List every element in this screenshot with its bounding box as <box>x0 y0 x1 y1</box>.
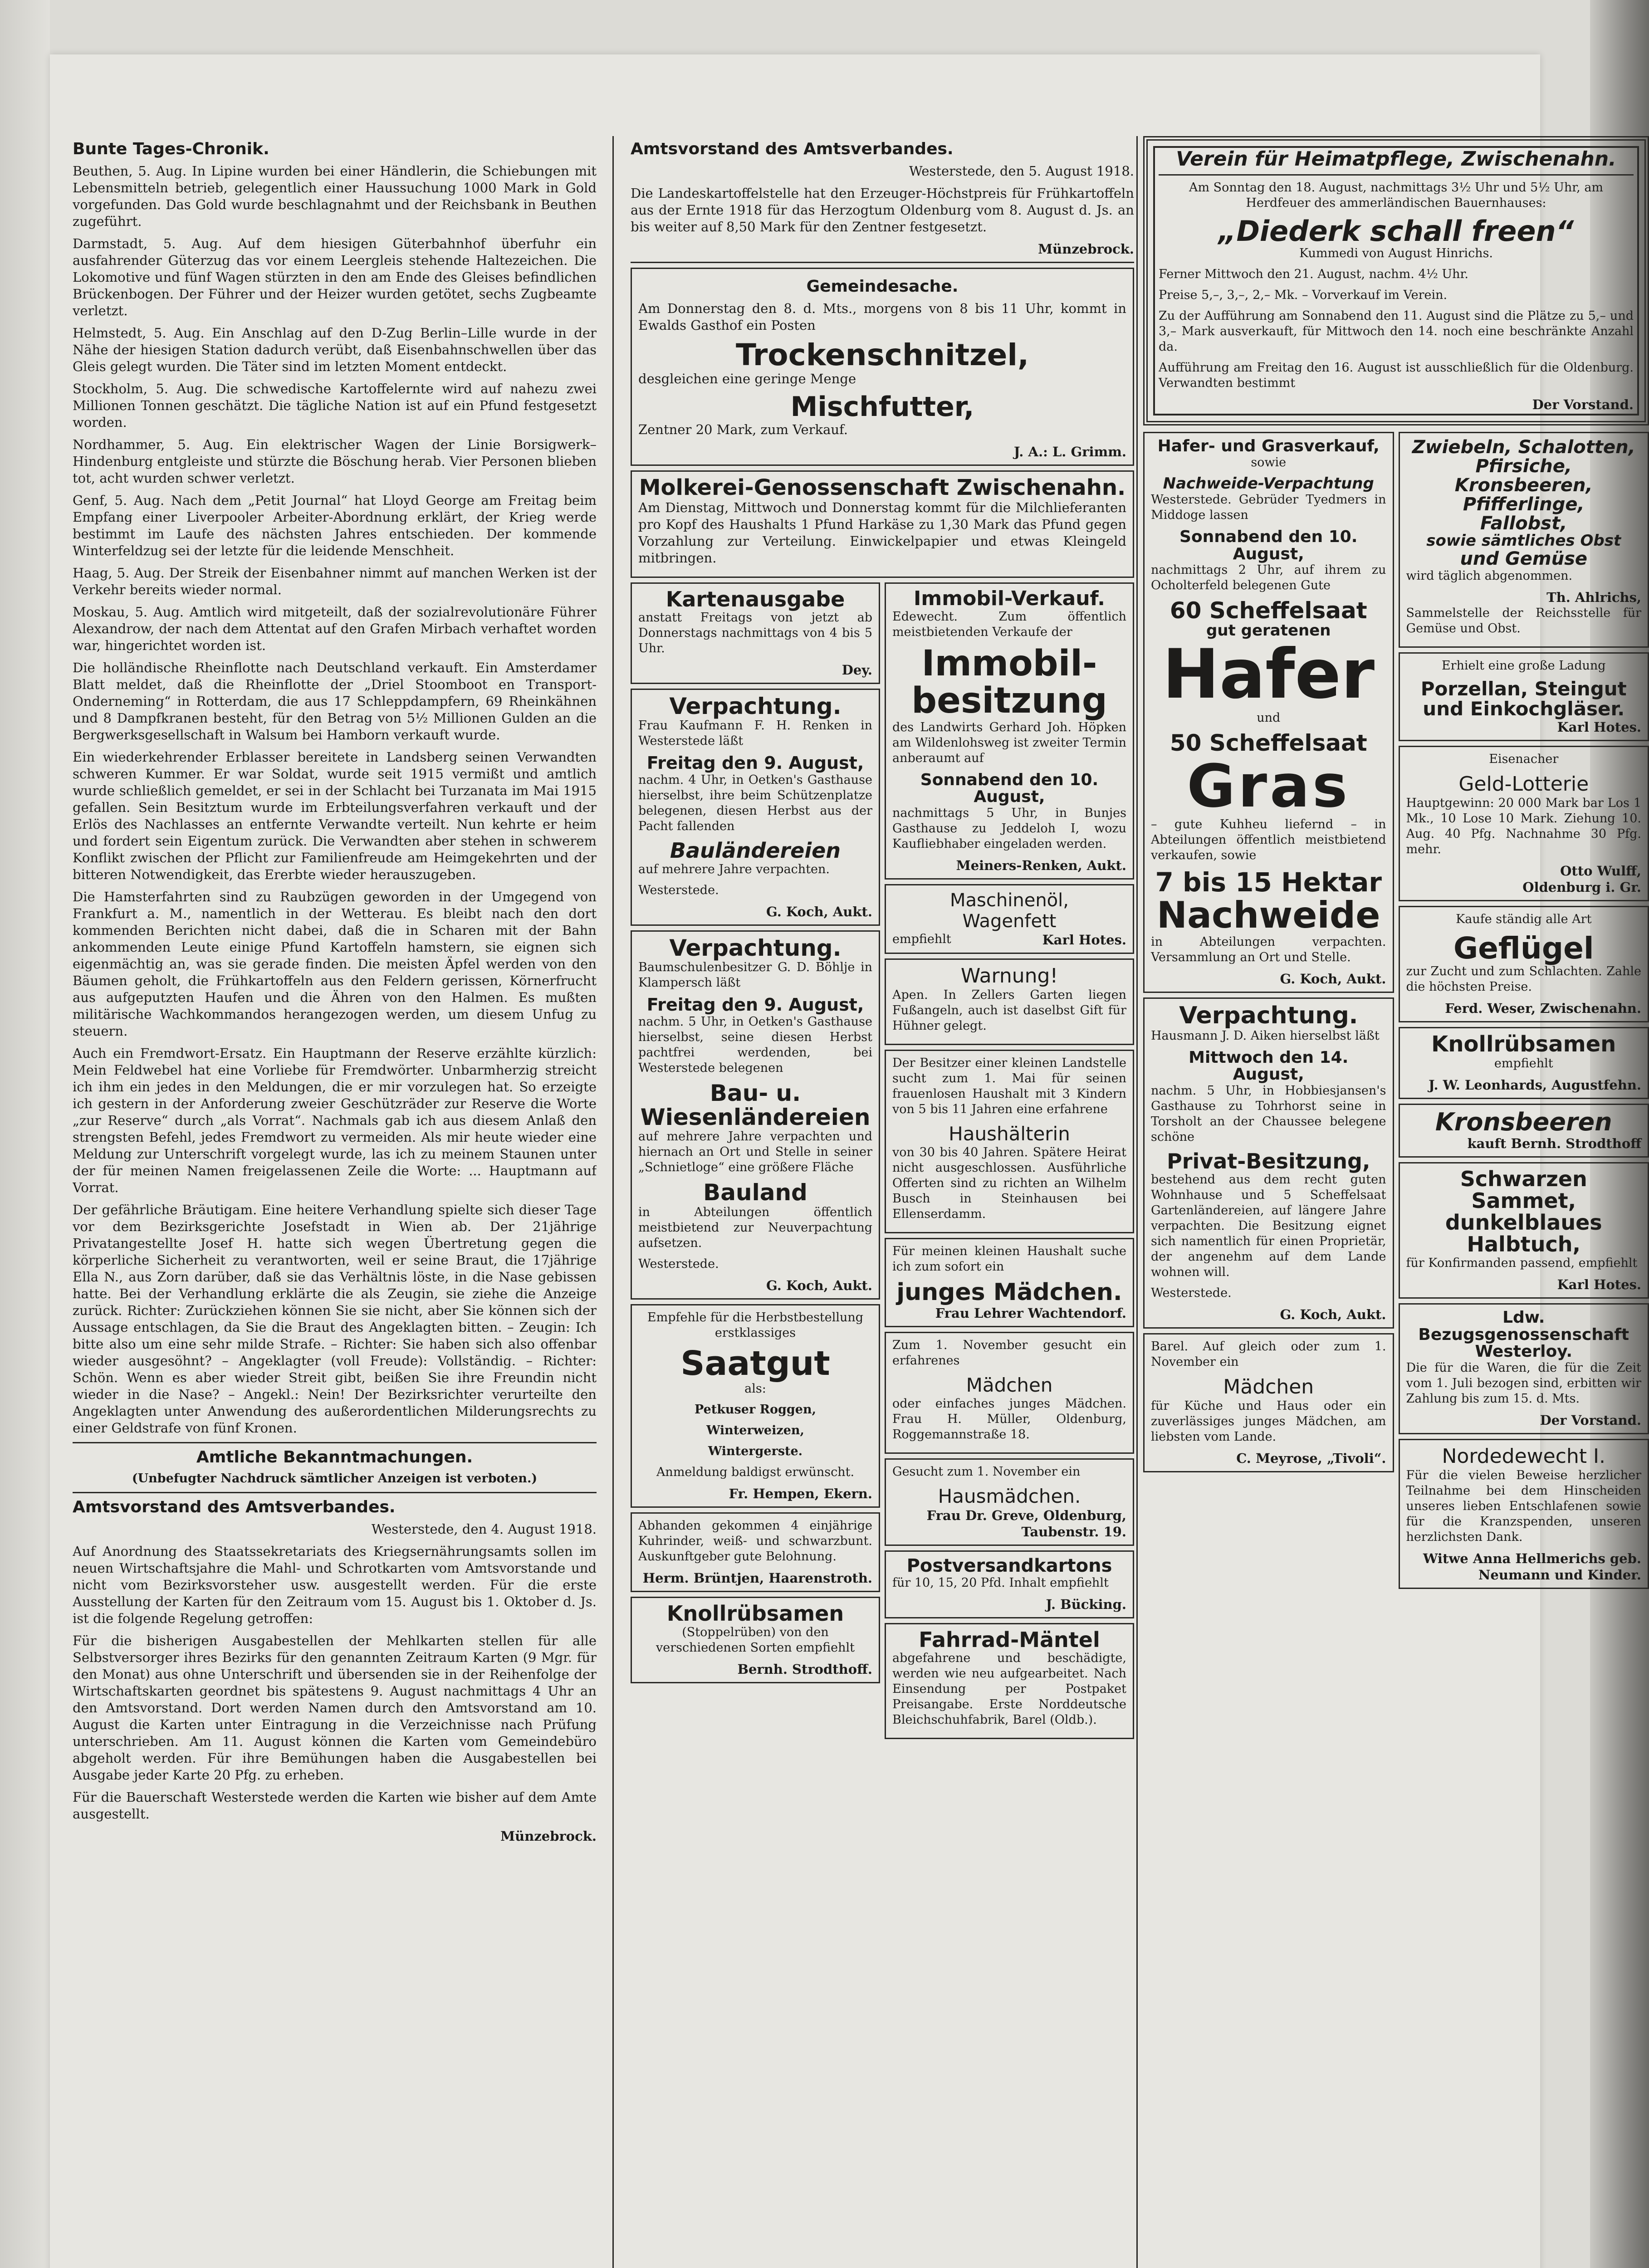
ad-molkerei <box>631 470 1134 577</box>
notice-body: Auf Anordnung des Staatssekretariats des Kriegsernährungsamts sollen im neuen Wirtschaftsjahre die Mahl- und Schrotkarten vom Amtsvorstande und nicht vom Bezirksvorsteher usw. ausgestellt werden. Für die erste Ausstellung der Karten für den Zeitraum vom 15. August bis 1. Oktober d. Js. ist die folgende Regelung getroffen: <box>73 1544 597 1626</box>
ad-body: Zentner 20 Mark, zum Verkauf. <box>638 422 848 438</box>
news-item: Auch ein Fremdwort-Ersatz. Ein Hauptmann der Reserve erzählte kürzlich: Mein Feldwebel hat eine Vorliebe für Fremdwörter. Unbarmherzig streicht ich ihm ein jedes in den Meldungen, die er mir vorzulegen hat. So erzeigte ich gestern in der Anforderung zweier Geschützräder zur Reserve die Worte „zur Reserve“ durch „als Vorrat“. Nachmals gab ich aus diesem Anlaß den strengsten Befehl, jedes Fremdwort zu vermeiden. Als mir heute wieder eine Meldung zur Unterschrift vorgelegt wurde, las ich zu meinem Staunen unter der für meinen Namen freigelassenen Zeile die Worte: ... Hauptmann auf Vorrat. <box>73 1046 597 1195</box>
news-item: Beuthen, 5. Aug. In Lipine wurden bei einer Händlerin, die Schiebungen mit Lebensmitteln betrieb, gelegentlich einer Haussuchung 1000 Mark in Gold vorgefunden. Das Gold wurde beschlagnahmt und der Reichsbank in Beuthen zugeführt. <box>73 163 597 229</box>
ad-body: für Küche und Haus oder ein zuverlässiges junges Mädchen, am liebsten vom Lande. <box>1151 1399 1386 1444</box>
ad-body: nachmittags 2 Uhr, auf ihrem zu Ocholterfeld belegenen Gute <box>1151 563 1386 593</box>
ad-signature: Frau Lehrer Wachtendorf. <box>935 1305 1126 1321</box>
ad-body: für 10, 15, 20 Pfd. Inhalt empfiehlt <box>892 1575 1109 1590</box>
ad-title: Schwarzen Sammet, dunkelblaues Halbtuch, <box>1445 1166 1602 1257</box>
ad-gefluegel <box>1399 906 1649 1022</box>
ad-knollruebsamen-leonhards <box>1399 1027 1649 1099</box>
ad-verein-heimatpflege <box>1143 136 1649 425</box>
ad-line: Kronsbeeren, <box>1454 475 1593 496</box>
ad-signature: Dey. <box>842 662 872 678</box>
ad-signature: kauft Bernh. Strodthoff <box>1467 1135 1641 1151</box>
ad-signature: Karl Hotes. <box>1557 719 1641 735</box>
ad-date: Freitag den 9. August, <box>646 753 864 773</box>
notice-date: Westerstede, den 4. August 1918. <box>371 1521 597 1537</box>
ad-signature: Ferd. Weser, Zwischenahn. <box>1445 1001 1641 1017</box>
ad-body: Hauptgewinn: 20 000 Mark bar Los 1 Mk., 10 Lose 10 Mark. Ziehung 10. Aug. 40 Pfg. Nachnahme 30 Pfg. mehr. <box>1406 796 1641 857</box>
divider <box>1159 174 1634 176</box>
ad-title: Kartenausgabe <box>665 587 845 611</box>
ad-geld-lotterie <box>1399 746 1649 901</box>
ad-title: Verpachtung. <box>669 934 842 961</box>
ad-column-right <box>885 582 1134 1744</box>
ad-body: empfiehlt <box>892 932 951 947</box>
ad-body: Aufführung am Freitag den 16. August ist ausschließlich für die Oldenburg. Verwandten bestimmt <box>1159 361 1634 391</box>
divider <box>631 262 1134 263</box>
official-notices-title: Amtliche Bekanntmachungen. <box>196 1448 473 1466</box>
ad-signature: J. Bücking. <box>1046 1596 1126 1612</box>
ad-list-item: Winterweizen, <box>706 1423 804 1438</box>
ad-body: des Landwirts Gerhard Joh. Höpken am Wildenlohsweg ist zweiter Termin anberaumt auf <box>892 720 1126 765</box>
ad-bezugsgenossenschaft <box>1399 1303 1649 1434</box>
ad-headline: Bau- u. Wiesenländereien <box>640 1080 871 1130</box>
ad-hafer-grasverkauf <box>1143 432 1394 993</box>
ad-headline: Nachweide <box>1157 894 1380 936</box>
ad-body: Eisenacher <box>1489 752 1559 767</box>
ad-title: Immobil-Verkauf. <box>914 587 1105 610</box>
ad-title: Molkerei-Genossenschaft Zwischenahn. <box>639 475 1126 501</box>
ad-body: Kummedi von August Hinrichs. <box>1299 246 1493 261</box>
notice-signature: Münzebrock. <box>1038 241 1134 257</box>
ad-body: Die für die Waren, die für die Zeit vom 1. Juli bezogen sind, erbitten wir Zahlung bis zum 15. d. Mts. <box>1406 1361 1641 1406</box>
ad-headline: Hausmädchen. <box>938 1485 1081 1507</box>
ad-saatgut <box>631 1304 880 1508</box>
ad-body: nachm. 5 Uhr, in Oetken's Gasthause hierselbst, seine diesen Herbst pachtfrei werdenden, bei Westerstede belegenen <box>638 1015 872 1075</box>
ad-headline: Mädchen <box>966 1374 1053 1396</box>
section-title: Bunte Tages-Chronik. <box>73 140 269 158</box>
news-item: Helmstedt, 5. Aug. Ein Anschlag auf den D-Zug Berlin–Lille wurde in der Nähe der hiesigen Station dadurch verübt, daß Eisenbahnschwellen über das Gleis gelegt wurden. Die Täter sind im letzten Moment entdeckt. <box>73 325 597 374</box>
ad-headline: Saatgut <box>680 1344 830 1383</box>
ad-body: Kaufe ständig alle Art <box>1456 912 1592 927</box>
ad-headline: Bauland <box>703 1179 807 1206</box>
ad-body: anstatt Freitags von jetzt ab Donnerstags nachmittags von 4 bis 5 Uhr. <box>638 610 872 655</box>
ad-signature: Der Vorstand. <box>1540 1413 1641 1428</box>
ad-quantity: 60 Scheffelsaat <box>1169 597 1367 624</box>
ad-body: Am Donnerstag den 8. d. Mts., morgens von 8 bis 11 Uhr, kommt in Ewalds Gasthof ein Posten <box>638 301 1126 333</box>
ad-date: Mittwoch den 14. August, <box>1189 1048 1349 1084</box>
ad-haushaelterin <box>885 1050 1134 1233</box>
column-divider <box>1136 136 1138 2268</box>
ad-title: Warnung! <box>960 964 1058 988</box>
ad-list-item: Wintergerste. <box>708 1444 803 1459</box>
ad-signature: G. Koch, Aukt. <box>1280 1307 1386 1323</box>
ad-title: Kronsbeeren <box>1435 1107 1612 1136</box>
ad-body: oder einfaches junges Mädchen. Frau H. Müller, Oldenburg, Roggemannstraße 18. <box>892 1396 1126 1442</box>
divider <box>73 1492 597 1493</box>
notice-body: Für die bisherigen Ausgabestellen der Mehlkarten stellen für alle Selbstversorger ihres Bezirks für den genannten Zeitraum Karten (9 Mgr. für den Monat) aus ohne Unterschrift und übersenden sie in der Reihenfolge der Wirtschaftskarten geordnet bis spätestens 9. August nachmittags 4 Uhr an den Amtsvorstand. Dort werden Namen durch den Amtsvorstand am 10. August die Karten unter Eintragung in die Verzeichnisse nach Prüfung unterschrieben. Am 11. August können die Karten vom Gemeindebüro abgeholt werden. Für ihre Bemühungen haben die Ausgabestellen bei Ausgabe jeder Karte 20 Pfg. zu erheben. <box>73 1633 597 1783</box>
news-item: Nordhammer, 5. Aug. Ein elektrischer Wagen der Linie Borsigwerk–Hindenburg entgleiste und stürzte die Böschung herab. Vier Personen blieben tot, acht wurden schwer verletzt. <box>73 437 597 486</box>
ad-place: Westerstede. <box>638 1256 719 1271</box>
ad-zwiebeln <box>1399 432 1649 648</box>
ad-headline: Privat-Besitzung, <box>1167 1149 1370 1174</box>
ad-signature: G. Koch, Aukt. <box>766 904 872 919</box>
notice-title: Amtsvorstand des Amtsverbandes. <box>631 140 954 158</box>
ad-body: Sammelstelle der Reichsstelle für Gemüse und Obst. <box>1406 606 1641 635</box>
news-item: Darmstadt, 5. Aug. Auf dem hiesigen Güterbahnhof überfuhr ein ausfahrender Güterzug das vor einem Leergleis stehende Haltezeichen. Die Lokomotive und fünf Wagen stürzten in den am Ende des Gleises befindlichen Brückenbogen. Der Führer und der Heizer wurden getötet, sechs Zugbeamte verletzt. <box>73 236 597 318</box>
ad-body: Am Sonntag den 18. August, nachmittags 3½ Uhr und 5½ Uhr, am Herdfeuer des ammerländischen Bauernhauses: <box>1189 181 1604 210</box>
ad-body: Abhanden gekommen 4 einjährige Kuhrinder, weiß- und schwarzbunt. Auskunftgeber gute Belohnung. <box>638 1519 872 1564</box>
ad-knollruebsamen <box>631 1597 880 1683</box>
ad-headline: „Diederk schall freen“ <box>1218 215 1574 248</box>
ad-headline: Gras <box>1187 751 1351 821</box>
ad-signature: Herm. Brüntjen, Haarenstroth. <box>642 1570 872 1586</box>
ad-body: für Konfirmanden passend, empfiehlt <box>1406 1256 1638 1270</box>
ad-title: Knollrübsamen <box>1431 1031 1616 1057</box>
ad-signature: Bernh. Strodthoff. <box>737 1661 872 1677</box>
ad-body: Preise 5,–, 3,–, 2,– Mk. – Vorverkauf im Verein. <box>1159 288 1448 303</box>
ad-body: Frau Kaufmann F. H. Renken in Westerstede läßt <box>638 719 872 748</box>
ad-body: Erhielt eine große Ladung <box>1441 658 1606 673</box>
ad-title: Verein für Heimatpflege, Zwischenahn. <box>1176 147 1616 171</box>
ad-body: Apen. In Zellers Garten liegen Fußangeln, auch ist daselbst Gift für Hühner gelegt. <box>892 988 1126 1033</box>
ad-body: bestehend aus dem recht guten Wohnhause und 5 Scheffelsaat Gartenländereien, auf längere Jahre verpachten. Die Besitzung eignet sich namentlich für einen Proprietär, der angenehm auf dem Lande wohnen will. <box>1151 1173 1386 1280</box>
ad-place: Westerstede. <box>638 883 719 897</box>
ad-immobil <box>885 582 1134 880</box>
ad-body: Für die vielen Beweise herzlicher Teilnahme bei dem Hinscheiden unseres lieben Entschlafenen sowie für die Kranzspenden, unseren herzlichsten Dank. <box>1406 1468 1641 1545</box>
ad-list-item: Petkuser Roggen, <box>695 1403 816 1417</box>
ad-title: Verpachtung. <box>1179 1002 1358 1029</box>
ad-body: Zu der Aufführung am Sonnabend den 11. August sind die Plätze zu 5,– und 3,– Mark ausverkauft, für Mittwoch den 14. noch eine beschränkte Anzahl da. <box>1159 309 1634 354</box>
ad-signature: G. Koch, Aukt. <box>1280 971 1386 987</box>
ad-signature: C. Meyrose, „Tivoli“. <box>1236 1451 1386 1466</box>
ad-kartenausgabe <box>631 582 880 684</box>
ad-quantity: 7 bis 15 Hektar <box>1155 867 1382 898</box>
notice-signature: Münzebrock. <box>500 1828 597 1844</box>
ad-body: empfiehlt <box>1494 1056 1553 1070</box>
ad-body: in Abteilungen öffentlich meistbietend zur Neuverpachtung aufsetzen. <box>638 1205 872 1250</box>
ad-headline: Mädchen <box>1223 1375 1314 1399</box>
ad-column-left <box>631 582 880 1744</box>
ad-row <box>631 582 1134 1744</box>
news-item: Genf, 5. Aug. Nach dem „Petit Journal“ hat Lloyd George am Freitag beim Empfang einer Liverpooler Arbeiter-Abordnung erklärt, der Krieg werde bestimmt im Laufe des nächsten Jahres entschieden. Der kommende Winterfeldzug sei der letzte für die leidende Menschheit. <box>73 493 597 558</box>
ad-body: und <box>1257 711 1281 725</box>
ad-date: Sonnabend den 10. August, <box>920 770 1099 807</box>
ad-signature: Otto Wulff, <box>1560 863 1641 879</box>
notice-date: Westerstede, den 5. August 1918. <box>909 163 1134 179</box>
ad-body: von 30 bis 40 Jahren. Spätere Heirat nicht ausgeschlossen. Ausführliche Offerten sind zu richten an Wilhelm Busch in Steinhausen bei Ellenserdamm. <box>892 1145 1126 1222</box>
column-divider <box>612 136 614 2268</box>
ad-body: nachm. 5 Uhr, in Hobbiesjansen's Gasthause zu Tohrhorst seine in Torsholt an der Chaussee belegene schöne <box>1151 1084 1386 1144</box>
ad-signature: J. W. Leonhards, Augustfehn. <box>1429 1077 1641 1093</box>
ad-title: Postversandkartons <box>906 1555 1112 1576</box>
ad-body: abgefahrene und beschädigte, werden wie neu aufgearbeitet. Nach Einsendung per Postpaket Preisangabe. Erste Norddeutsche Bleichschuhfabrik, Barel (Oldb.). <box>892 1651 1126 1727</box>
ad-headline: Immobil-besitzung <box>911 643 1107 721</box>
ad-body: zur Zucht und zum Schlachten. Zahle die höchsten Preise. <box>1406 964 1641 994</box>
ad-body: – gute Kuhheu liefernd – in Abteilungen öffentlich meistbietend verkaufen, sowie <box>1151 817 1386 863</box>
ad-line: Zwiebeln, Schalotten, <box>1412 437 1635 458</box>
ad-signature: Karl Hotes. <box>1042 932 1126 948</box>
scan-left-edge <box>0 0 50 2268</box>
ad-body: Am Dienstag, Mittwoch und Donnerstag kommt für die Milchlieferanten pro Kopf des Haushalts 1 Pfund Harkäse zu 1,30 Mark das Pfund gegen Vorzahlung zur Verteilung. Einwickelpapier und etwas Kleingeld mitbringen. <box>638 499 1126 566</box>
ad-line: sowie sämtliches Obst <box>1426 532 1621 550</box>
ad-title: Maschinenöl, <box>950 890 1069 911</box>
ad-title: Gemeindesache. <box>806 277 959 296</box>
news-item: Die holländische Rheinflotte nach Deutschland verkauft. Ein Amsterdamer Blatt meldet, daß die Rheinflotte der „Driel Stoomboot en Transport-Onderneming“ in Rotterdam, die aus 17 Schleppdampfern, 69 Rheinkähnen und 8 Dampfkranen besteht, für den Betrag von 5½ Millionen Gulden an die Bergwerksgesellschaft in Walsum bei Hamborn verkauft wurde. <box>73 660 597 743</box>
ad-quantity: 50 Scheffelsaat <box>1169 730 1367 757</box>
ad-title: Wagenfett <box>962 911 1057 932</box>
ad-title: Hafer- und Grasverkauf, <box>1157 437 1380 456</box>
ad-body: Baumschulenbesitzer G. D. Böhlje in Klampersch läßt <box>638 960 872 990</box>
ad-date: Sonnabend den 10. August, <box>1179 527 1358 563</box>
ad-line: und Gemüse <box>1460 548 1588 569</box>
ad-body: Hausmann J. D. Aiken hierselbst läßt <box>1151 1028 1380 1043</box>
ad-signature: Oldenburg i. Gr. <box>1522 880 1641 895</box>
news-item: Moskau, 5. Aug. Amtlich wird mitgeteilt, daß der sozialrevolutionäre Führer Alexandrow, der nach dem Attentat auf den Grafen Mirbach verhaftet worden war, hingerichtet worden ist. <box>73 604 597 653</box>
ad-subtitle: Nachweide-Verpachtung <box>1163 474 1374 493</box>
ad-abhanden <box>631 1512 880 1592</box>
ad-body: (Stoppelrüben) von den verschiedenen Sorten empfiehlt <box>656 1625 855 1655</box>
ad-body: Der Besitzer einer kleinen Landstelle sucht zum 1. Mai für seinen frauenlosen Haushalt mit 3 Kindern von 5 bis 11 Jahren eine erfahrene <box>892 1056 1126 1117</box>
ad-body: Westerstede. Gebrüder Tyedmers in Middoge lassen <box>1151 492 1386 522</box>
ad-body: wird täglich abgenommen. <box>1406 568 1573 583</box>
ad-title: Nordedewecht I. <box>1442 1445 1605 1468</box>
column-ads-right <box>1143 136 1649 2268</box>
ad-fahrradmaentel <box>885 1623 1134 1739</box>
news-item: Die Hamsterfahrten sind zu Raubzügen geworden in der Umgegend von Frankfurt a. M., namentlich in der Wetterau. Es bleibt nach den dort kommenden Berichten nicht dabei, daß die in Scharen mit der Bahn ankommenden Leute einige Pfund Kartoffeln hamstern, sie eignen sich eigenmächtig an, was sie gerade finden. Die meisten Äpfel werden von den Bäumen geholt, die Frühkartoffeln aus den Feldern gerissen, Körnerfrucht aus aufgeputzten Haufen und die Ähren von den Halmen. Es mußten militärische Wachkommandos herangezogen werden, um diesem Unfug zu steuern. <box>73 889 597 1039</box>
ad-danksagung <box>1399 1439 1649 1589</box>
ad-body: auf mehrere Jahre verpachten und hiernach an Ort und Stelle in seiner „Schnietloge“ eine größere Fläche <box>638 1129 872 1175</box>
ad-line: Pfifferlinge, <box>1463 494 1585 515</box>
ad-headline: Trockenschnitzel, <box>735 337 1029 372</box>
ad-place: Westerstede. <box>1151 1286 1232 1300</box>
ad-column-right <box>1399 432 1649 1593</box>
ad-signature: J. A.: L. Grimm. <box>1013 444 1126 460</box>
ad-quality: gut geratenen <box>1206 621 1331 640</box>
ad-kronsbeeren <box>1399 1104 1649 1158</box>
ad-signature: Witwe Anna Hellmerichs geb. Neumann und Kinder. <box>1423 1551 1641 1583</box>
ad-headline: Mischfutter, <box>790 391 974 423</box>
ad-title: Verpachtung. <box>669 693 842 719</box>
ad-signature: Th. Ahlrichs, <box>1546 589 1641 605</box>
ad-body: Anmeldung baldigst erwünscht. <box>656 1465 855 1480</box>
notice-body: Für die Bauerschaft Westerstede werden die Karten wie bisher auf dem Amte ausgestellt. <box>73 1789 597 1822</box>
ad-headline: Porzellan, Steingut und Einkochgläser. <box>1420 677 1627 720</box>
ad-body: Barel. Auf gleich oder zum 1. November ein <box>1151 1339 1386 1369</box>
ad-title: Ldw. Bezugsgenossenschaft Westerloy. <box>1418 1308 1629 1361</box>
ad-porzellan <box>1399 652 1649 741</box>
column-news <box>73 136 597 2268</box>
ad-headline: Bauländereien <box>670 838 841 863</box>
ad-signature: Meiners-Renken, Aukt. <box>956 858 1126 874</box>
ad-warnung <box>885 958 1134 1045</box>
ad-verpachtung-renken <box>631 689 880 926</box>
ad-title: Geld-Lotterie <box>1458 772 1589 796</box>
column-ads-middle <box>631 136 1134 2268</box>
ad-sammet <box>1399 1162 1649 1299</box>
notice-title: Amtsvorstand des Amtsverbandes. <box>73 1498 396 1516</box>
ad-verpachtung-boehlje <box>631 930 880 1300</box>
ad-body: sowie <box>1251 455 1287 470</box>
ad-junges-maedchen <box>885 1238 1134 1327</box>
ad-signature: Der Vorstand. <box>1532 397 1634 413</box>
ad-line: Fallobst, <box>1480 513 1567 534</box>
ad-headline: Geflügel <box>1453 931 1594 966</box>
divider <box>73 1442 597 1443</box>
official-notices-subtitle: (Unbefugter Nachdruck sämtlicher Anzeigen ist verboten.) <box>132 1471 538 1486</box>
ad-body: als: <box>744 1382 766 1396</box>
ad-maschinenoel <box>885 884 1134 954</box>
news-item: Ein wiederkehrender Erblasser bereitete in Landsberg seinen Verwandten schweren Kummer. Er war Soldat, wurde seit 1915 vermißt und amtlich wurde schließlich gemeldet, er sei in der Schlacht bei Turzanata im Mai 1915 gefallen. Sein Besitztum wurde im Erbteilungsverfahren verkauft und der Erlös des Nachlasses an entfernte Verwandte verteilt. Nun kehrte er heim und fordert sein Eigentum zurück. Die Verwandten aber stehen in schwerem Konflikt zwischen der Pflicht zur Familienfreude am Heimgekehrten und der bitteren Notwendigkeit, das Ererbte wieder herauszugeben. <box>73 749 597 882</box>
news-item: Haag, 5. Aug. Der Streik der Eisenbahner nimmt auf manchen Werken ist der Verkehr bereits wieder normal. <box>73 565 597 597</box>
ad-body: Ferner Mittwoch den 21. August, nachm. 4½ Uhr. <box>1159 267 1468 282</box>
notice-body: Die Landeskartoffelstelle hat den Erzeuger-Höchstpreis für Frühkartoffeln aus der Ernte 1918 für das Herzogtum Oldenburg vom 8. August d. Js. an bis weiter auf 8,50 Mark für den Zentner festgesetzt. <box>631 186 1134 235</box>
ad-body: Für meinen kleinen Haushalt suche ich zum sofort ein <box>892 1244 1126 1274</box>
ad-hausmaedchen <box>885 1458 1134 1546</box>
ad-body: nachmittags 5 Uhr, in Bunjes Gasthause zu Jeddeloh I, wozu Kaufliebhaber eingeladen werden. <box>892 806 1126 851</box>
ad-body: in Abteilungen verpachten. Versammlung an Ort und Stelle. <box>1151 934 1386 964</box>
ad-body: desgleichen eine geringe Menge <box>638 371 856 387</box>
ad-headline: junges Mädchen. <box>896 1279 1122 1306</box>
ad-body: nachm. 4 Uhr, in Oetken's Gasthause hierselbst, ihre beim Schützenplatze belegenen, diesen Herbst aus der Pacht fallenden <box>638 773 872 834</box>
ad-column-left <box>1143 432 1394 1593</box>
ad-gemeindesache <box>631 268 1134 466</box>
ad-verpachtung-aiken <box>1143 997 1394 1329</box>
ad-headline: Haushälterin <box>949 1123 1070 1145</box>
ad-signature: Frau Dr. Greve, Oldenburg, Taubenstr. 19. <box>926 1507 1126 1540</box>
ad-body: Edewecht. Zum öffentlich meistbietenden Verkaufe der <box>892 609 1126 639</box>
news-item: Stockholm, 5. Aug. Die schwedische Kartoffelernte wird auf nahezu zwei Millionen Tonnen geschätzt. Die tägliche Nation ist auf ein Pfund festgesetzt worden. <box>73 381 597 430</box>
ad-headline: Hafer <box>1162 635 1375 714</box>
ad-body: Gesucht zum 1. November ein <box>892 1464 1081 1479</box>
ad-signature: G. Koch, Aukt. <box>766 1277 872 1293</box>
news-item: Der gefährliche Bräutigam. Eine heitere Verhandlung spielte sich dieser Tage vor dem Bezirksgerichte Josefstadt in Wien ab. Der 21jährige Privatangestellte Josef H. hatte sich wegen Übertretung gegen die körperliche Sicherheit zu verantworten, weil er seine Braut, die 17jährige Ella N., aus Zorn darüber, daß sie das Verhältnis löste, in die Nase gebissen hatte. Bei der Verhandlung erklärte die als Zeugin, sie ziehe die Anzeige zurück. Richter: Zurückziehen können Sie sie nicht, aber Sie können sich der Aussage entschlagen, da Sie die Braut des Angeklagten bitten. – Zeugin: Ich bitte also um eine sehr milde Strafe. – Richter: Sie haben sich also offenbar wieder ausgesöhnt? – Angeklagter (voll Freude): Vollständig. – Richter: Schön. Wenn es aber wieder Streit gibt, beißen Sie ihre Freundin nicht wieder in die Nase? – Angekl.: Nein! Der Bezirksrichter verurteilte den Angeklagten unter Anwendung des außerordentlichen Milderungsrechts zu einer Geldstrafe von fünf Kronen. <box>73 1202 597 1436</box>
ad-line: Pfirsiche, <box>1475 456 1572 477</box>
ad-maedchen-mueller <box>885 1332 1134 1454</box>
ad-postversandkartons <box>885 1550 1134 1618</box>
ad-signature: Fr. Hempen, Ekern. <box>729 1486 872 1502</box>
ad-signature: Karl Hotes. <box>1557 1276 1641 1292</box>
ad-date: Freitag den 9. August, <box>646 995 864 1015</box>
ad-row <box>1143 432 1649 1593</box>
ad-maedchen-barel <box>1143 1333 1394 1472</box>
ad-title: Knollrübsamen <box>666 1601 844 1626</box>
ad-body: auf mehrere Jahre verpachten. <box>638 862 830 876</box>
ad-body: Zum 1. November gesucht ein erfahrenes <box>892 1338 1126 1368</box>
ad-body: Empfehle für die Herbstbestellung erstklassiges <box>647 1310 864 1340</box>
ad-title: Fahrrad-Mäntel <box>919 1627 1100 1652</box>
